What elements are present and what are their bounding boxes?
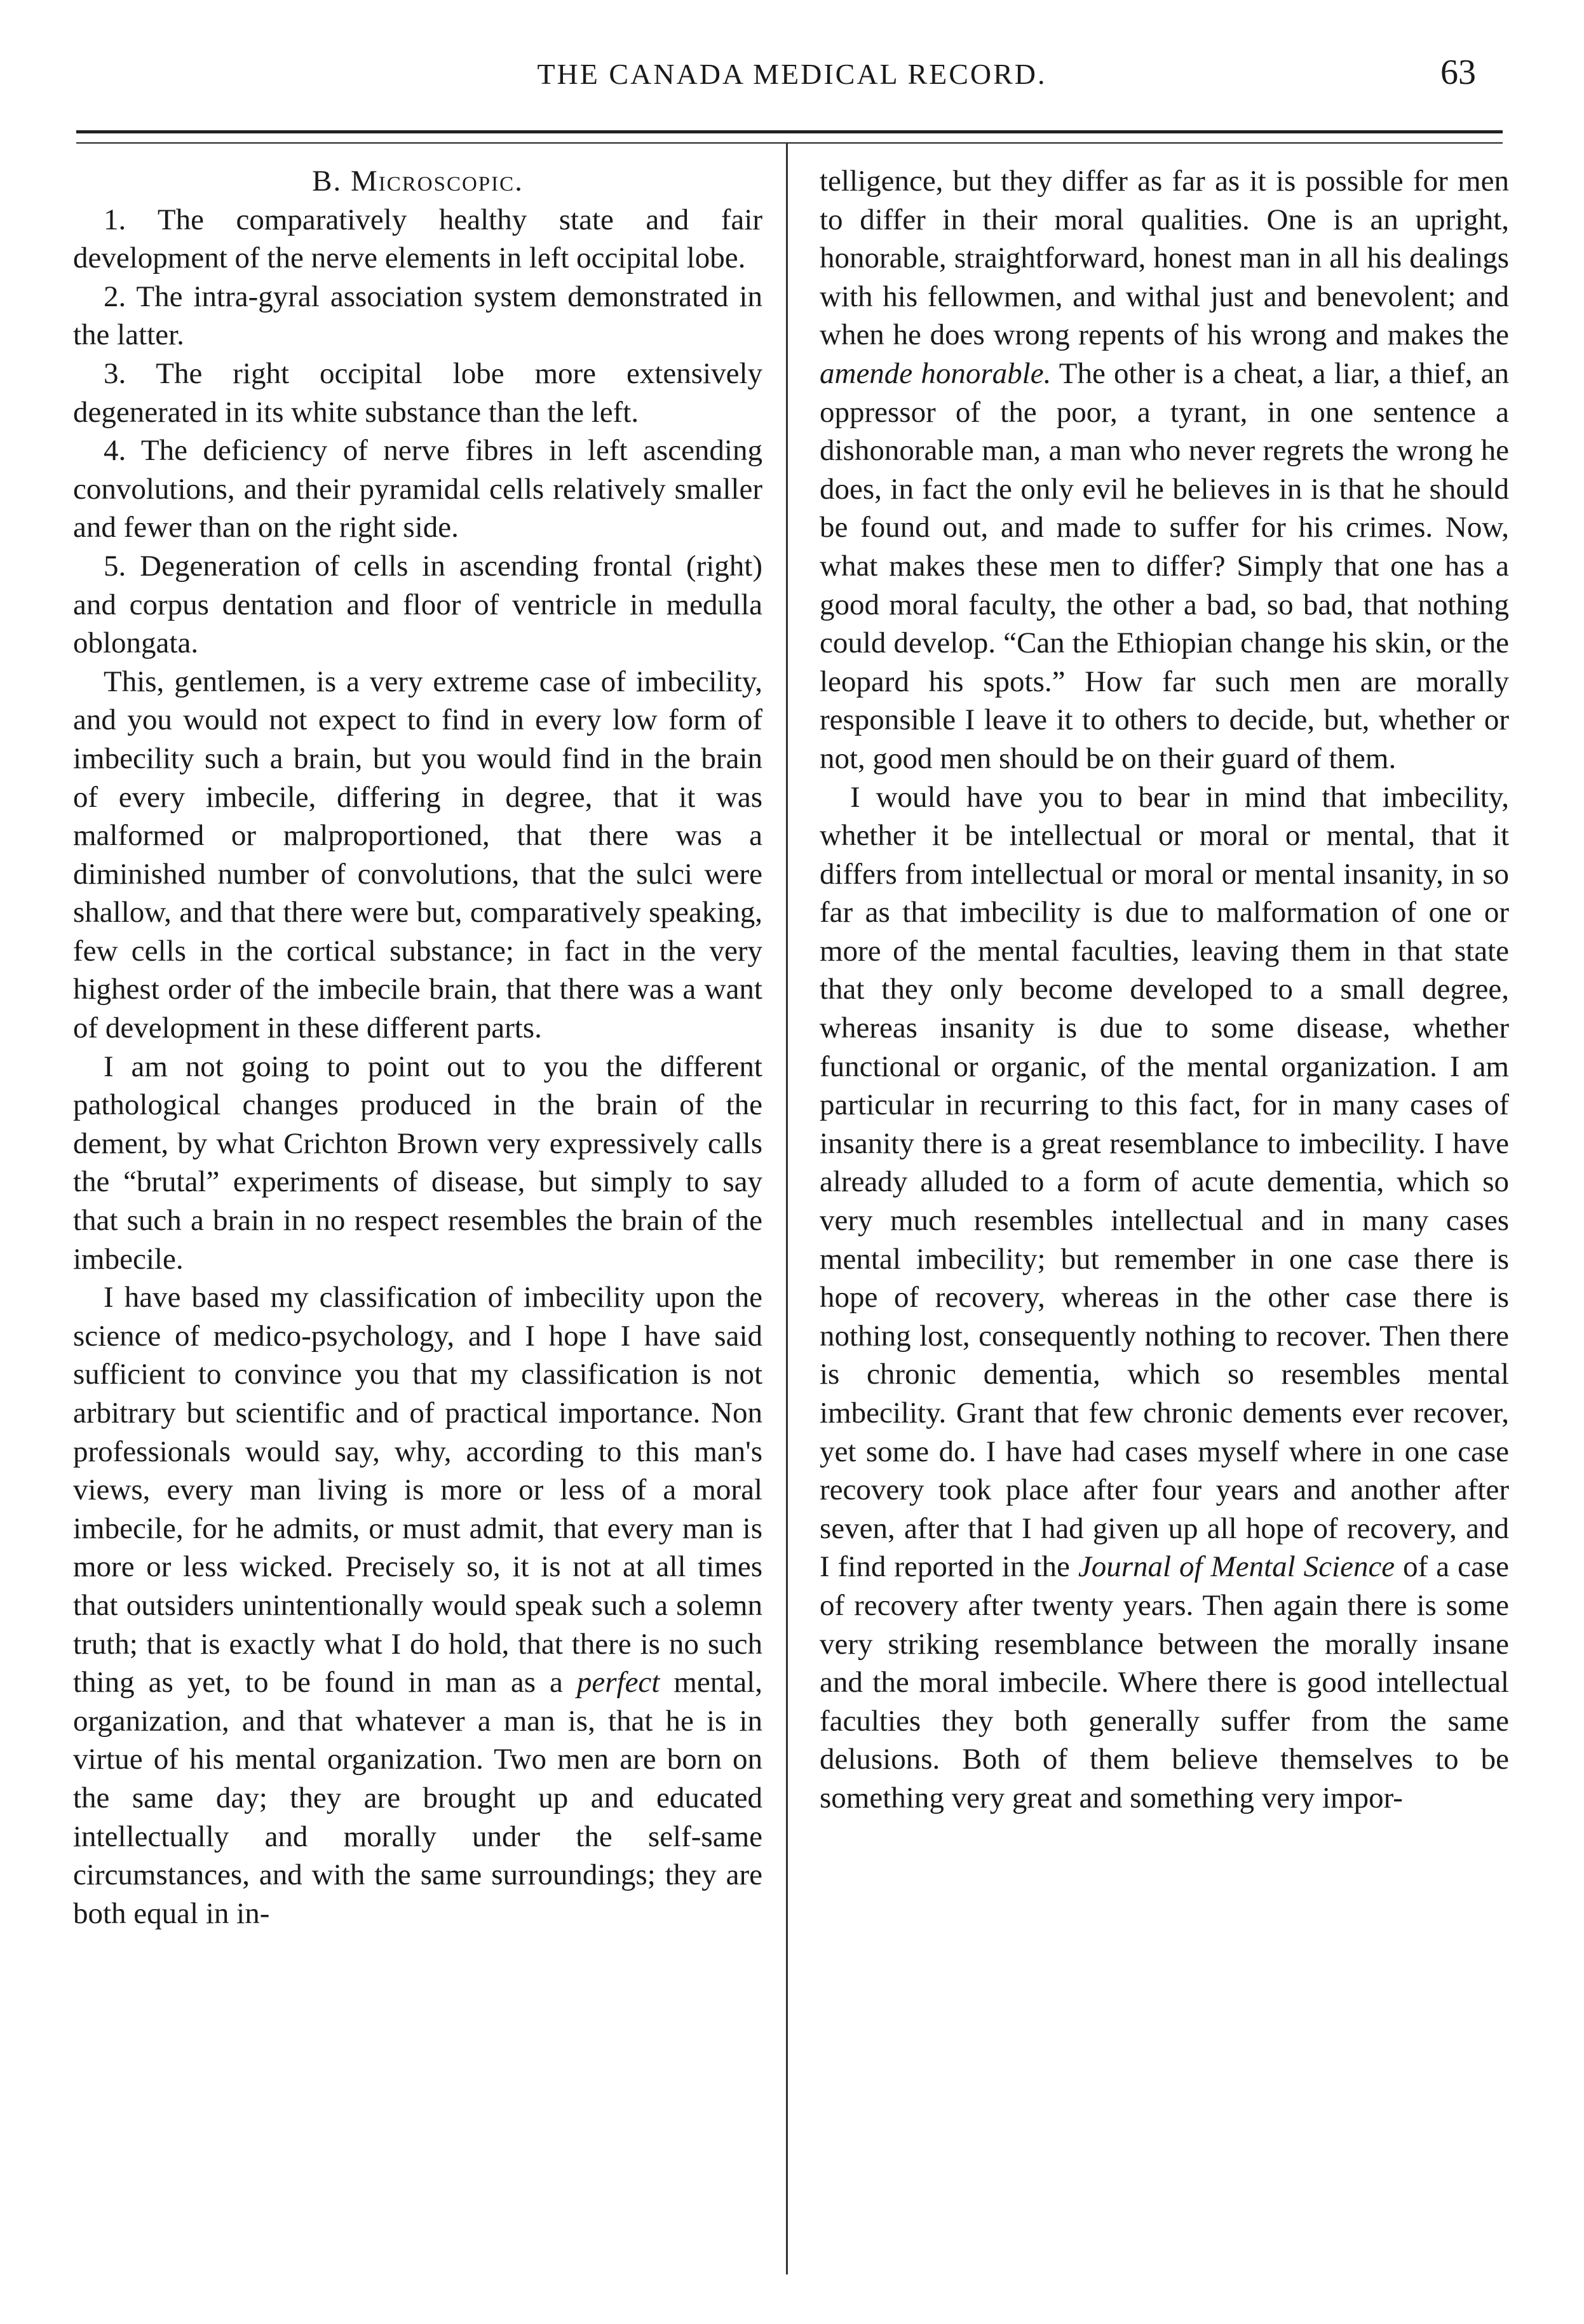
- text-run: telligence, but they differ as far as it is possible for men to differ in their moral qualities. One is an upright, honorable, straightforward, honest man in all his dealings with his fellowmen, and withal just and benevolent; and when he does wrong repents of his wrong and makes the: [820, 165, 1509, 352]
- finding-item: 5. Degeneration of cells in ascending frontal (right) and corpus dentation and floor of ventricle in medulla oblongata.: [73, 549, 762, 660]
- header-rule: [76, 130, 1503, 144]
- finding-item: 1. The comparatively healthy state and fair development of the nerve elements in left occipital lobe.: [73, 203, 762, 275]
- text-run: I would have you to bear in mind that imbecility, whether it be intellectual or moral or mental, that it differs from intellectual or moral or mental insanity, in so far as that imbecility is due to malformation of one or more of the mental faculties, leaving them in that state that they only become developed to a small degree, whereas insanity is due to some disease, whether functional or organic, of the mental organization. I am particular in recurring to this fact, for in many cases of insanity there is a great resemblance to imbecility. I have already alluded to a form of acute dementia, which so very much resembles intellectual and in many cases mental imbecility; but remember in one case there is hope of recovery, whereas in the other case there is nothing lost, consequently nothing to recover. Then there is chronic dementia, which so resembles mental imbecility. Grant that few chronic dements ever recover, yet some do. I have had cases myself where in one case recovery took place after four years and another after seven, after that I had given up all hope of recovery, and I find reported in the: [820, 780, 1509, 1584]
- body-paragraph: [820, 162, 1509, 778]
- finding-item: 4. The deficiency of nerve fibres in left ascending convolutions, and their pyramidal cells relatively smaller and fewer than on the right side.: [73, 434, 762, 544]
- section-heading: B. Microscopic.: [312, 165, 524, 198]
- text-run: The other is a cheat, a liar, a thief, an oppressor of the poor, a tyrant, in one sentence a dishonorable man, a man who never regrets the wrong he does, in fact the only evil he believes in is that he should be found out, and made to suffer for his crimes. Now, what makes these men to differ? Simply that one has a good moral faculty, the other a bad, so bad, that nothing could develop. “Can the Ethiopian change his skin, or the leopard his spots.” How far such men are morally responsible I leave it to others to decide, but, whether or not, good men should be on their guard of them.: [820, 356, 1509, 775]
- running-header: [0, 53, 1584, 102]
- body-paragraph: [820, 778, 1509, 1818]
- body-paragraph: This, gentlemen, is a very extreme case of imbecility, and you would not expect to find in every low form of imbecility such a brain, but you would find in the brain of every imbecile, differing in degree, that it was malformed or malproportioned, that there was a diminished number of convolutions, that the sulci were shallow, and that there were but, comparatively speaking, few cells in the cortical substance; in fact in the very highest order of the imbecile brain, that there was a want of development in these different parts.: [73, 665, 762, 1045]
- body-paragraph: I am not going to point out to you the different pathological changes produced in the brain of the dement, by what Crichton Brown very expressively calls the “brutal” experiments of disease, but simply to say that such a brain in no respect resembles the brain of the imbecile.: [73, 1050, 762, 1276]
- body-paragraph: [73, 1278, 762, 1933]
- italic-text: Journal of Mental Science: [1078, 1550, 1395, 1584]
- text-run: I have based my classification of imbecility upon the science of medico-psychology, and I hope I have said sufficient to convince you that my classification is not arbitrary but scientific and of practical importance. Non professionals would say, why, according to this man's views, every man living is more or less of a moral imbecile, for he admits, or must admit, that every man is more or less wicked. Precisely so, it is not at all times that outsiders unintentionally would speak such a solemn truth; that is exactly what I do hold, that there is no such thing as yet, to be found in man as a: [73, 1281, 762, 1699]
- text-run: of a case of recovery after twenty years. Then again there is some very striking resemblance between the morally insane and the moral imbecile. Where there is good intellectual faculties they both generally suffer from the same delusions. Both of them believe themselves to be something very great and something very impor-: [820, 1550, 1509, 1814]
- left-column: [73, 162, 762, 1933]
- finding-item: 3. The right occipital lobe more extensively degenerated in its white substance than the left.: [73, 356, 762, 429]
- right-column: [820, 162, 1509, 1818]
- page-number: 63: [1440, 53, 1476, 92]
- italic-text: perfect: [576, 1666, 660, 1699]
- text-run: mental, organization, and that whatever a man is, that he is in virtue of his mental organization. Two men are born on the same day; they are brought up and educated intellectually and morally under the self-same circumstances, and with the same surroundings; they are both equal in in-: [73, 1666, 762, 1930]
- column-divider: [786, 143, 788, 2274]
- journal-title: THE CANADA MEDICAL RECORD.: [537, 58, 1047, 90]
- finding-item: 2. The intra-gyral association system demonstrated in the latter.: [73, 280, 762, 352]
- italic-text: amende honorable.: [820, 356, 1052, 390]
